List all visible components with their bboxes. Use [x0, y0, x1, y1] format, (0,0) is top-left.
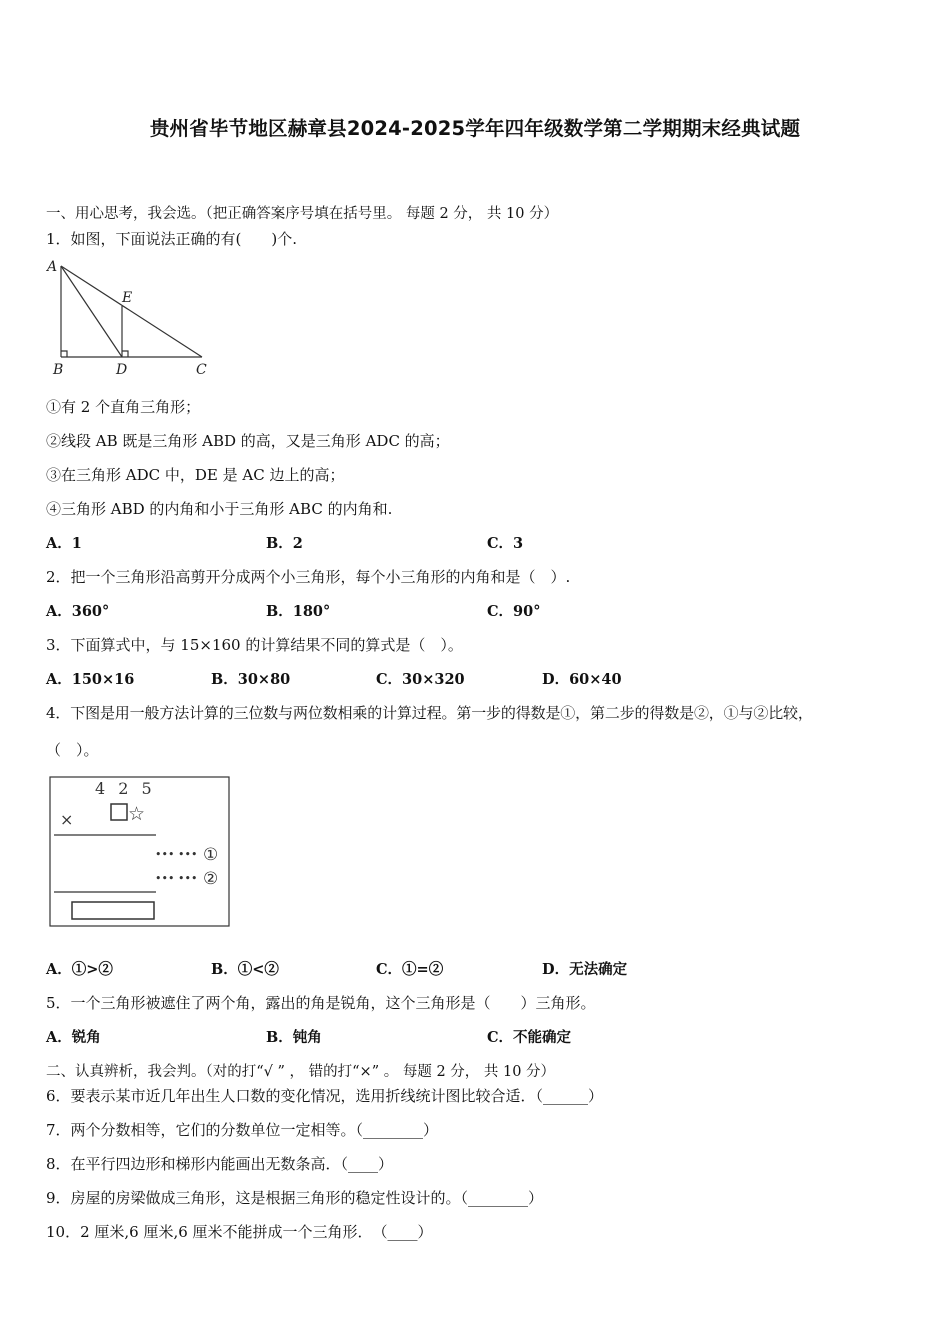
q4-stem-line2: （ ）。 [46, 741, 99, 759]
judgement-item: 7．两个分数相等，它们的分数单位一定相等。（________） [46, 1121, 439, 1139]
label-b: B [53, 362, 64, 378]
right-angle-mark-b [61, 351, 67, 357]
dots-1: ••• ••• [155, 848, 198, 861]
judgement-item: 10．2 厘米,6 厘米,6 厘米不能拼成一个三角形． （____） [46, 1223, 433, 1241]
q1-triangle-figure [44, 256, 219, 381]
q2-option-b[interactable]: B．180° [266, 603, 331, 620]
judgement-item: 8．在平行四边形和梯形内能画出无数条高．（____） [46, 1155, 394, 1173]
segment-ac [61, 266, 202, 357]
q1-option-c[interactable]: C．3 [487, 535, 524, 552]
mark-2: ② [203, 869, 219, 889]
q3-option-b[interactable]: B．30×80 [211, 671, 291, 688]
section1-heading: 一、用心思考，我会选。（把正确答案序号填在括号里。 每题 2 分， 共 10 分） [46, 206, 559, 222]
q1-statement: ①有 2 个直角三角形； [46, 398, 201, 416]
section2-heading: 二、认真辨析，我会判。（对的打“√ ” ， 错的打“×” 。 每题 2 分， 共 10 分） [46, 1064, 556, 1080]
page-title: 贵州省毕节地区赫章县2024-2025学年四年级数学第二学期期末经典试题 [149, 117, 801, 140]
times-sign: × [60, 810, 74, 829]
segment-ad [61, 266, 122, 357]
q3-option-c[interactable]: C．30×320 [376, 671, 465, 688]
q4-option-a[interactable]: A．①>② [46, 961, 113, 978]
top-number: 4 2 5 [95, 779, 156, 798]
q4-multiplication-figure [49, 776, 231, 928]
q1-statement: ③在三角形 ADC 中，DE 是 AC 边上的高； [46, 466, 345, 484]
judgement-item: 6．要表示某市近几年出生人口数的变化情况，选用折线统计图比较合适．（______） [46, 1087, 604, 1105]
judgement-item: 9．房屋的房梁做成三角形，这是根据三角形的稳定性设计的。（________） [46, 1189, 544, 1207]
q1-stem: 1．如图，下面说法正确的有( )个. [46, 230, 298, 248]
right-angle-mark-d [122, 351, 128, 357]
q3-option-a[interactable]: A．150×16 [46, 671, 135, 688]
dots-2: ••• ••• [155, 872, 198, 885]
q2-option-a[interactable]: A．360° [46, 603, 110, 620]
q1-option-a[interactable]: A．1 [46, 535, 82, 552]
q5-option-c[interactable]: C．不能确定 [487, 1029, 572, 1046]
q1-option-b[interactable]: B．2 [266, 535, 303, 552]
mark-1: ① [203, 845, 219, 865]
q3-stem: 3．下面算式中，与 15×160 的计算结果不同的算式是（ ）。 [46, 636, 463, 654]
q5-option-a[interactable]: A．锐角 [46, 1029, 101, 1046]
q1-statement: ④三角形 ABD 的内角和小于三角形 ABC 的内角和. [46, 500, 393, 518]
q2-stem: 2．把一个三角形沿高剪开分成两个小三角形，每个小三角形的内角和是（ ）. [46, 568, 571, 586]
label-c: C [196, 362, 207, 378]
q4-option-b[interactable]: B．①<② [211, 961, 279, 978]
label-a: A [47, 259, 58, 275]
q5-option-b[interactable]: B．钝角 [266, 1029, 322, 1046]
star-icon: ☆ [128, 803, 146, 825]
label-d: D [116, 362, 128, 378]
q5-stem: 5．一个三角形被遮住了两个角，露出的角是锐角，这个三角形是（ ）三角形。 [46, 994, 596, 1012]
q4-stem-line1: 4．下图是用一般方法计算的三位数与两位数相乘的计算过程。第一步的得数是①，第二步的得数是②，①与②比较， [46, 704, 813, 722]
q2-option-c[interactable]: C．90° [487, 603, 541, 620]
q1-statement: ②线段 AB 既是三角形 ABD 的高，又是三角形 ADC 的高； [46, 432, 450, 450]
q4-option-d[interactable]: D．无法确定 [542, 961, 628, 978]
q4-option-c[interactable]: C．①=② [376, 961, 444, 978]
q3-option-d[interactable]: D．60×40 [542, 671, 622, 688]
label-e: E [122, 290, 133, 306]
